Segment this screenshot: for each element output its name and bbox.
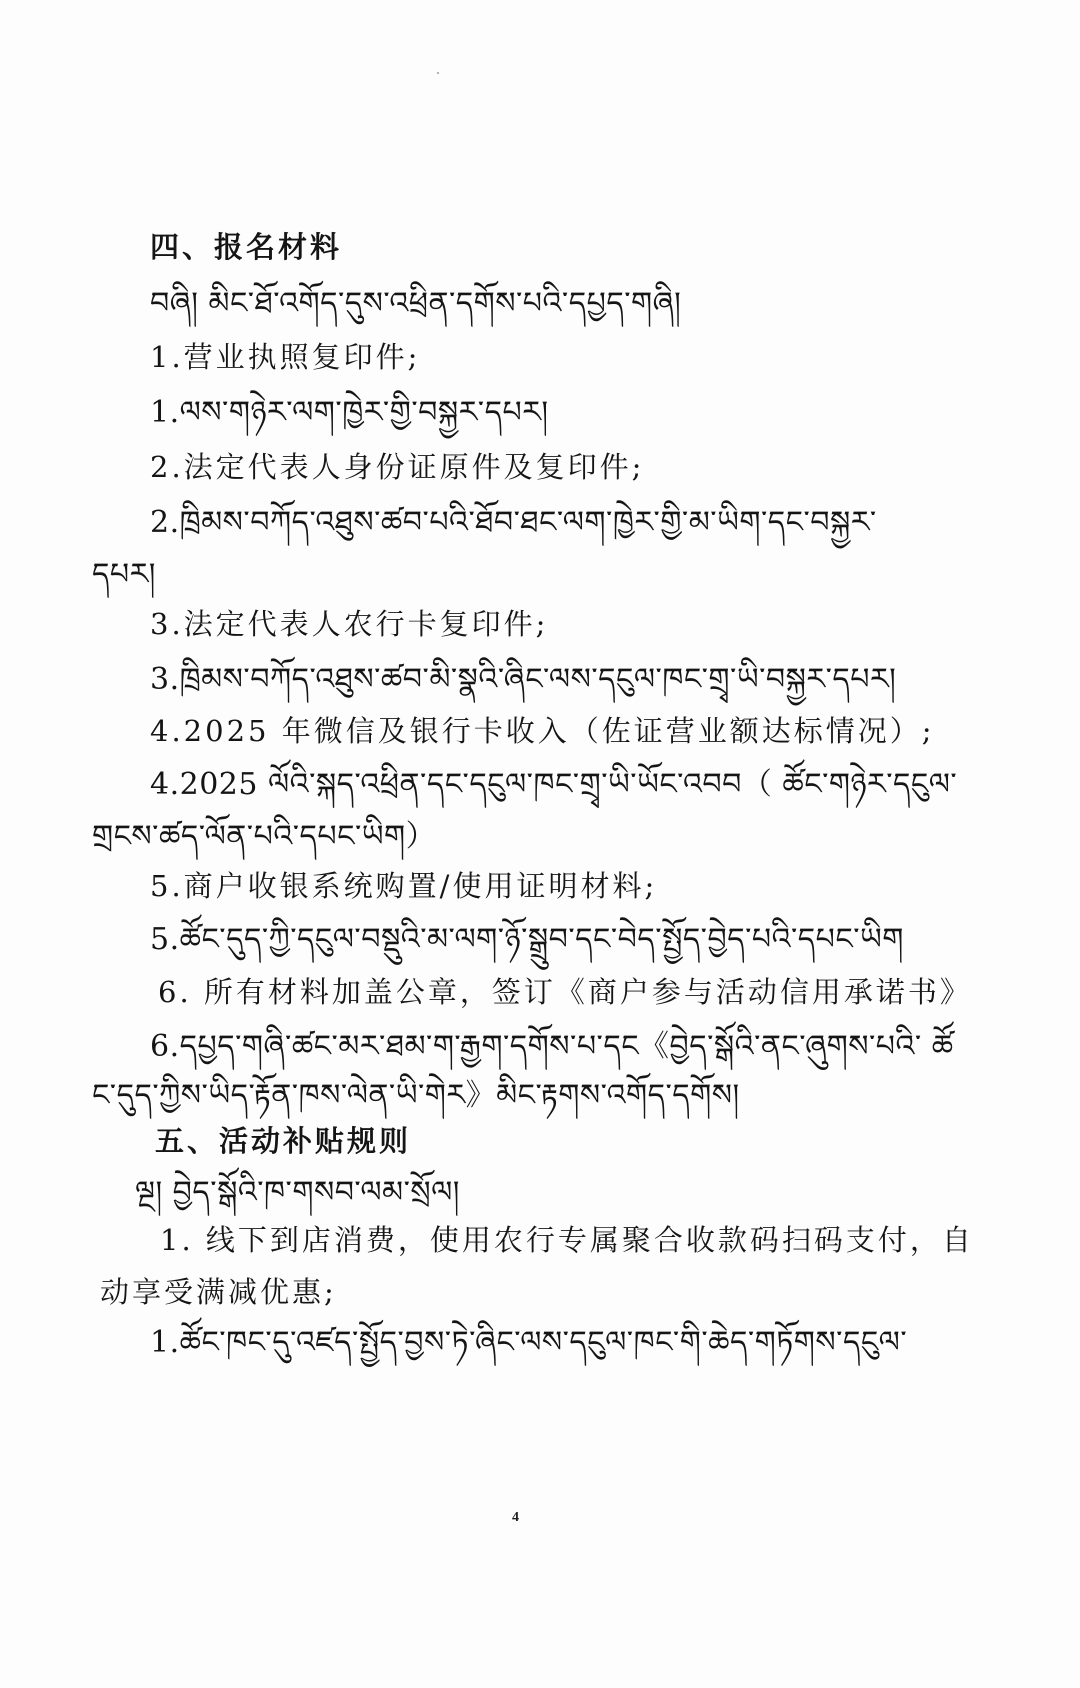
section4-heading-zh: 四、报名材料 [150,230,343,264]
section4-heading-bo: བཞི། མིང་ཐོ་འགོད་དུས་འཕྲིན་དགོས་པའི་དཔྱད་གཞི། [150,286,682,321]
item3-zh: 3.法定代表人农行卡复印件; [150,607,549,641]
item5-zh: 5.商户收银系统购置/使用证明材料; [150,869,658,903]
item4-bo-line1: 4.2025 ལོའི་སྐད་འཕྲིན་དང་དངུལ་ཁང་གྲྭ་ཡི་ཡོང་འབབ（ ཚོང་གཉེར་དངུལ་ [150,767,958,802]
section5-heading-zh: 五、活动补贴规则 [155,1124,412,1158]
item6-bo-line1: 6.དཔྱད་གཞི་ཚང་མར་ཐམ་ག་རྒྱག་དགོས་པ་དང《བྱེད་སྒོའི་ནང་ཞུགས་པའི་ ཚོ [150,1029,954,1064]
item3-bo: 3.ཁྲིམས་བཀོད་འཐུས་ཚབ་མི་སྣའི་ཞིང་ལས་དངུལ་ཁང་གྲྭ་ཡི་བསྐྱར་དཔར། [150,662,897,697]
item5-bo: 5.ཚོང་དུད་ཀྱི་དངུལ་བསྡུའི་མ་ལག་ཉོ་སྒྲུབ་དང་བེད་སྤྱོད་བྱེད་པའི་དཔང་ཡིག [150,922,904,957]
section5-item1-zh-line1: 1. 线下到店消费，使用农行专属聚合收款码扫码支付，自 [160,1223,974,1257]
page-number: 4 [512,1510,519,1525]
item2-zh: 2.法定代表人身份证原件及复印件; [150,450,645,484]
item1-bo: 1.ལས་གཉེར་ལག་ཁྱེར་གྱི་བསྐྱར་དཔར། [150,395,549,430]
item6-bo-line2: ང་དུད་ཀྱིས་ཡིད་རྟོན་ཁས་ལེན་ཡི་གེར》མིང་རྟགས་འགོད་དགོས། [92,1078,740,1113]
item1-zh: 1.营业执照复印件; [150,340,421,374]
item4-zh: 4.2025 年微信及银行卡收入（佐证营业额达标情况）; [150,714,935,748]
item2-bo-line2: དཔར། [92,557,156,592]
section5-item1-zh-line2: 动享受满减优惠; [100,1275,337,1309]
item6-zh: 6. 所有材料加盖公章，签订《商户参与活动信用承诺书》 [158,975,972,1009]
section5-heading-bo: ལྔ། བྱེད་སྒོའི་ཁ་གསབ་ལམ་སྲོལ། [135,1175,460,1210]
scan-speck [437,72,439,74]
item2-bo-line1: 2.ཁྲིམས་བཀོད་འཐུས་ཚབ་པའི་ཐོབ་ཐང་ལག་ཁྱེར་གྱི་མ་ཡིག་དང་བསྐྱར་ [150,505,877,540]
item4-bo-line2: གྲངས་ཚད་ལོན་པའི་དཔང་ཡིག） [92,819,437,854]
section5-item1-bo: 1.ཚོང་ཁང་དུ་འཛད་སྤྱོད་བྱས་ཏེ་ཞིང་ལས་དངུལ་ཁང་གི་ཆེད་གཏོགས་དངུལ་ [150,1325,908,1360]
